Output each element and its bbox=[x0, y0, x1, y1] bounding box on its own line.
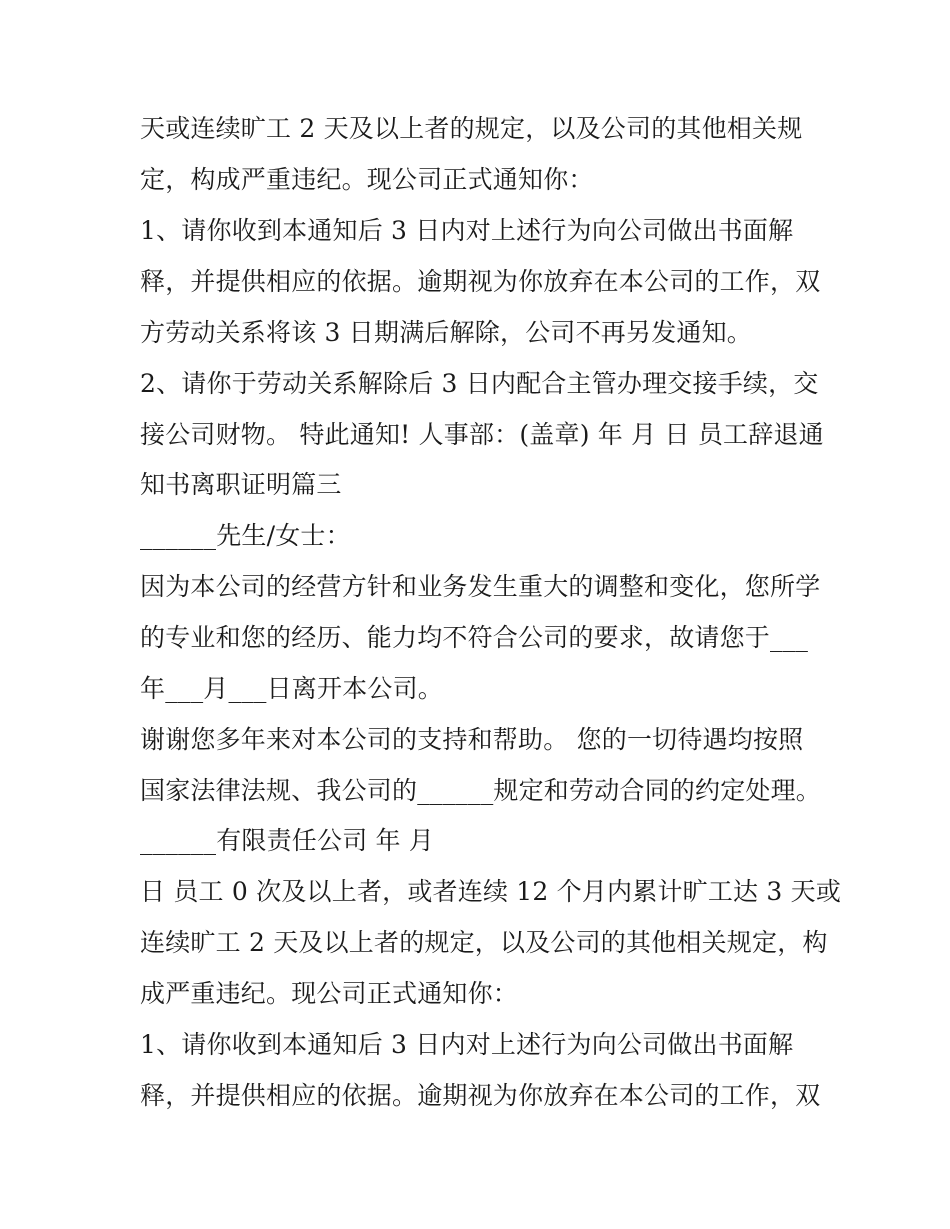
body-text-line: 年___月___日离开本公司。 bbox=[140, 674, 444, 703]
body-text-line: 释，并提供相应的依据。逾期视为你放弃在本公司的工作，双 bbox=[140, 267, 821, 296]
body-text-line: 1、请你收到本通知后 3 日内对上述行为向公司做出书面解 bbox=[140, 216, 794, 245]
salutation-line: ______先生/女士： bbox=[140, 521, 351, 550]
body-text-line: 国家法律法规、我公司的______规定和劳动合同的约定处理。 bbox=[140, 776, 822, 805]
body-text-line: 连续旷工 2 天及以上者的规定，以及公司的其他相关规定，构 bbox=[140, 928, 828, 957]
body-text-line: 2、请你于劳动关系解除后 3 日内配合主管办理交接手续，交 bbox=[140, 369, 819, 398]
body-text-line: 释，并提供相应的依据。逾期视为你放弃在本公司的工作，双 bbox=[140, 1081, 821, 1110]
body-text-line: 1、请你收到本通知后 3 日内对上述行为向公司做出书面解 bbox=[140, 1030, 794, 1059]
body-text-line: 成严重违纪。现公司正式通知你： bbox=[140, 979, 519, 1008]
body-text-line: 方劳动关系将该 3 日期满后解除，公司不再另发通知。 bbox=[140, 318, 753, 347]
body-text-line: 因为本公司的经营方针和业务发生重大的调整和变化，您所学 bbox=[140, 572, 821, 601]
body-text-line: 日 员工 0 次及以上者，或者连续 12 个月内累计旷工达 3 天或 bbox=[140, 877, 842, 906]
body-text-line: 接公司财物。 特此通知! 人事部：(盖章) 年 月 日 员工辞退通 bbox=[140, 420, 824, 449]
section-heading: 知书离职证明篇三 bbox=[140, 470, 342, 499]
body-text-line: 的专业和您的经历、能力均不符合公司的要求，故请您于___ bbox=[140, 623, 809, 652]
body-text-line: 谢谢您多年来对本公司的支持和帮助。 您的一切待遇均按照 bbox=[140, 725, 804, 754]
body-text-line: 天或连续旷工 2 天及以上者的规定，以及公司的其他相关规 bbox=[140, 114, 803, 143]
body-text-line: 定，构成严重违纪。现公司正式通知你： bbox=[140, 165, 594, 194]
signature-line: ______有限责任公司 年 月 bbox=[140, 826, 435, 855]
